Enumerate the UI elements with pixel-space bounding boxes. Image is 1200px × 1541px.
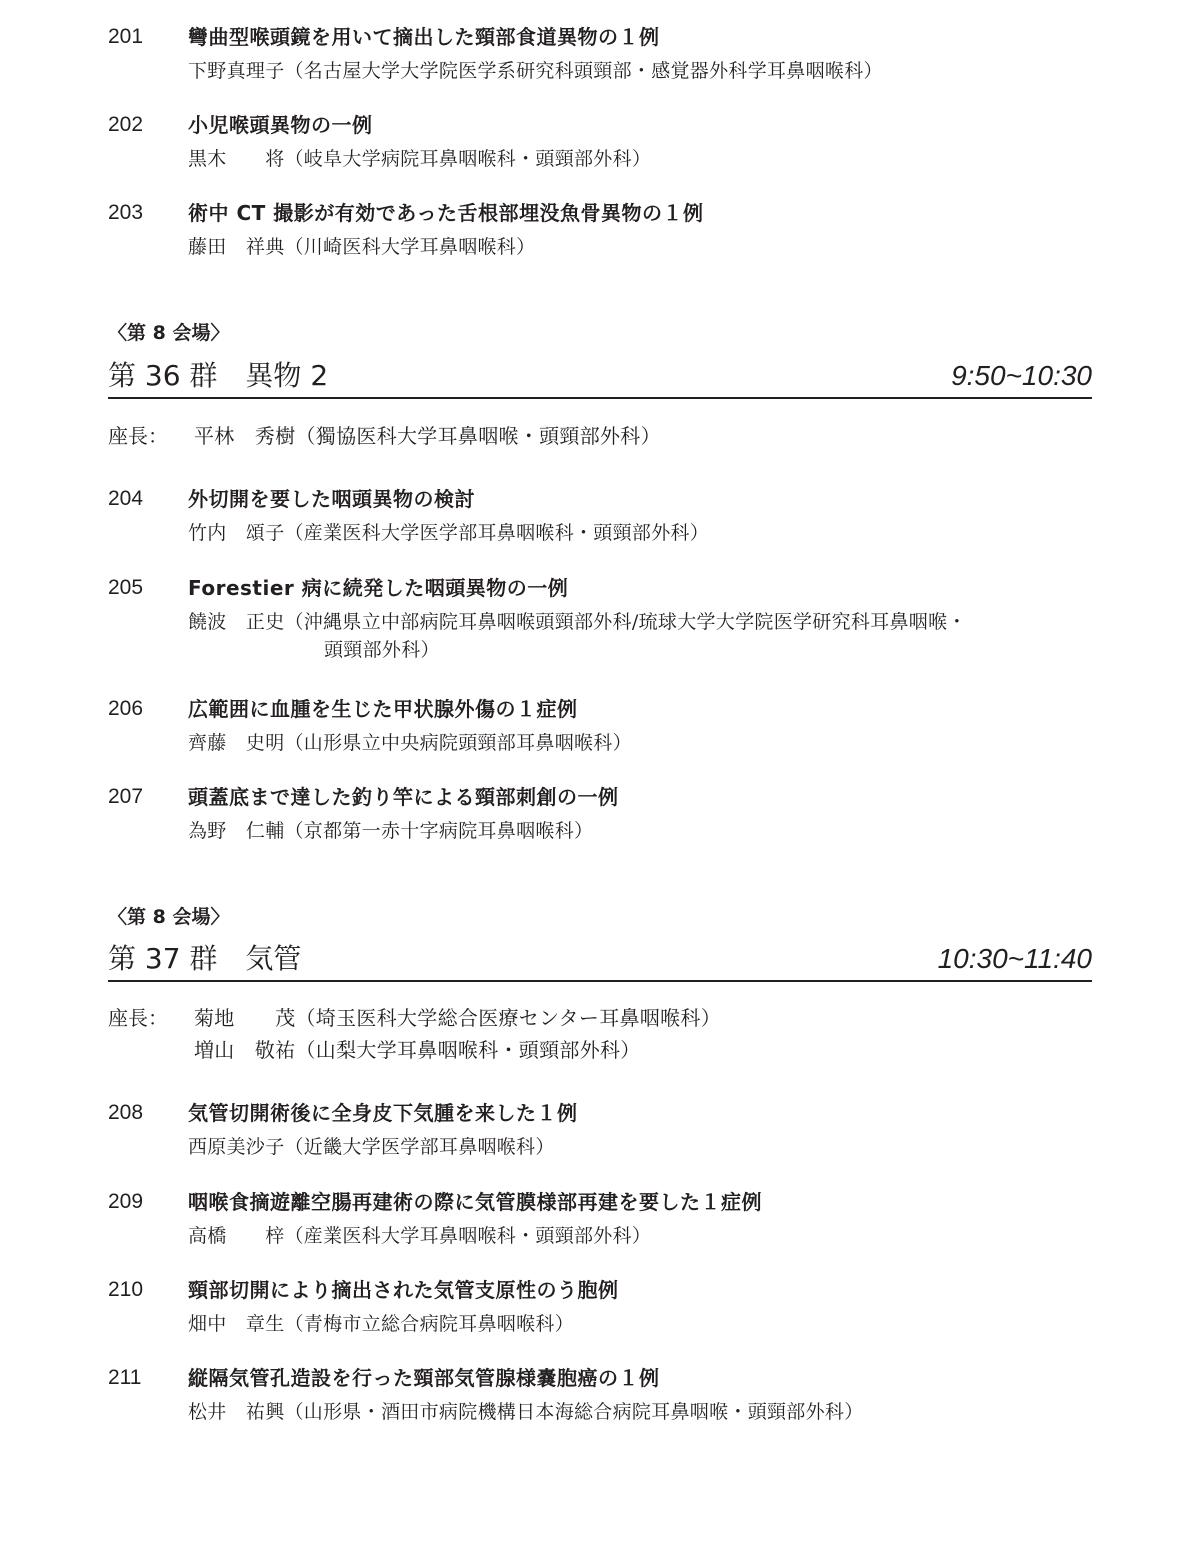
session37-header: [108, 940, 1092, 982]
session36-header: [108, 357, 1092, 399]
chair-name: 増山 敬祐（山梨大学耳鼻咽喉科・頭頸部外科）: [194, 1038, 641, 1062]
chair-name: 平林 秀樹（獨協医科大学耳鼻咽喉・頭頸部外科）: [194, 424, 661, 448]
presentation-number: 210: [108, 1278, 144, 1301]
session36-time: 9:50~10:30: [951, 360, 1092, 391]
chair-label: 座長：: [108, 424, 168, 448]
presentation-author: 為野 仁輔（京都第一赤十字病院耳鼻咽喉科）: [188, 820, 594, 842]
presentation-number: 209: [108, 1190, 144, 1213]
presentation-author: 饒波 正史（沖縄県立中部病院耳鼻咽喉頭頸部外科/琉球大学大学院医学研究科耳鼻咽喉・: [188, 611, 967, 633]
presentation-title: 小児喉頭異物の一例: [188, 113, 373, 137]
presentation-number: 208: [108, 1101, 144, 1124]
presentation-author: 高橋 梓（産業医科大学耳鼻咽喉科・頭頸部外科）: [188, 1225, 652, 1247]
presentation-author: 下野真理子（名古屋大学大学院医学系研究科頭頸部・感覚器外科学耳鼻咽喉科）: [188, 60, 883, 82]
chair-label: 座長：: [108, 1006, 168, 1030]
presentation-title: 縦隔気管孔造設を行った頸部気管腺様嚢胞癌の１例: [188, 1366, 660, 1390]
chair-name: 菊地 茂（埼玉医科大学総合医療センター耳鼻咽喉科）: [194, 1006, 721, 1030]
presentation-author: 畑中 章生（青梅市立総合病院耳鼻咽喉科）: [188, 1313, 575, 1335]
presentation-author: 藤田 祥典（川崎医科大学耳鼻咽喉科）: [188, 236, 536, 258]
presentation-title: 頭蓋底まで達した釣り竿による頸部刺創の一例: [188, 785, 619, 809]
presentation-author-continued: 頭頸部外科）: [324, 639, 440, 661]
presentation-number: 202: [108, 113, 144, 136]
session37-title: 第 37 群 気管: [108, 942, 302, 975]
presentation-author: 竹内 頌子（産業医科大学医学部耳鼻咽喉科・頭頸部外科）: [188, 522, 710, 544]
presentation-title: 咽喉食摘遊離空腸再建術の際に気管膜様部再建を要した１症例: [188, 1190, 762, 1214]
session36-venue: 〈第 8 会場〉: [108, 322, 230, 344]
presentation-author: 黒木 将（岐阜大学病院耳鼻咽喉科・頭頸部外科）: [188, 148, 652, 170]
presentation-number: 204: [108, 487, 144, 510]
presentation-author: 西原美沙子（近畿大学医学部耳鼻咽喉科）: [188, 1136, 555, 1158]
presentation-number: 211: [108, 1366, 142, 1389]
presentation-title: 外切開を要した咽頭異物の検討: [188, 487, 475, 511]
presentation-title: 彎曲型喉頭鏡を用いて摘出した頸部食道異物の１例: [188, 25, 660, 49]
session36-title: 第 36 群 異物 2: [108, 359, 329, 392]
presentation-number: 206: [108, 697, 144, 720]
presentation-title: Forestier 病に続発した咽頭異物の一例: [188, 576, 569, 600]
presentation-number: 205: [108, 576, 144, 599]
presentation-number: 201: [108, 25, 144, 48]
presentation-number: 203: [108, 201, 144, 224]
session37-time: 10:30~11:40: [937, 943, 1092, 974]
presentation-title: 術中 CT 撮影が有効であった舌根部埋没魚骨異物の１例: [188, 201, 704, 225]
presentation-number: 207: [108, 785, 144, 808]
presentation-title: 広範囲に血腫を生じた甲状腺外傷の１症例: [188, 697, 578, 721]
session37-venue: 〈第 8 会場〉: [108, 906, 230, 928]
presentation-title: 頸部切開により摘出された気管支原性のう胞例: [188, 1278, 619, 1302]
presentation-title: 気管切開術後に全身皮下気腫を来した１例: [188, 1101, 578, 1125]
presentation-author: 松井 祐興（山形県・酒田市病院機構日本海総合病院耳鼻咽喉・頭頸部外科）: [188, 1401, 864, 1423]
presentation-author: 齊藤 史明（山形県立中央病院頭頸部耳鼻咽喉科）: [188, 732, 632, 754]
